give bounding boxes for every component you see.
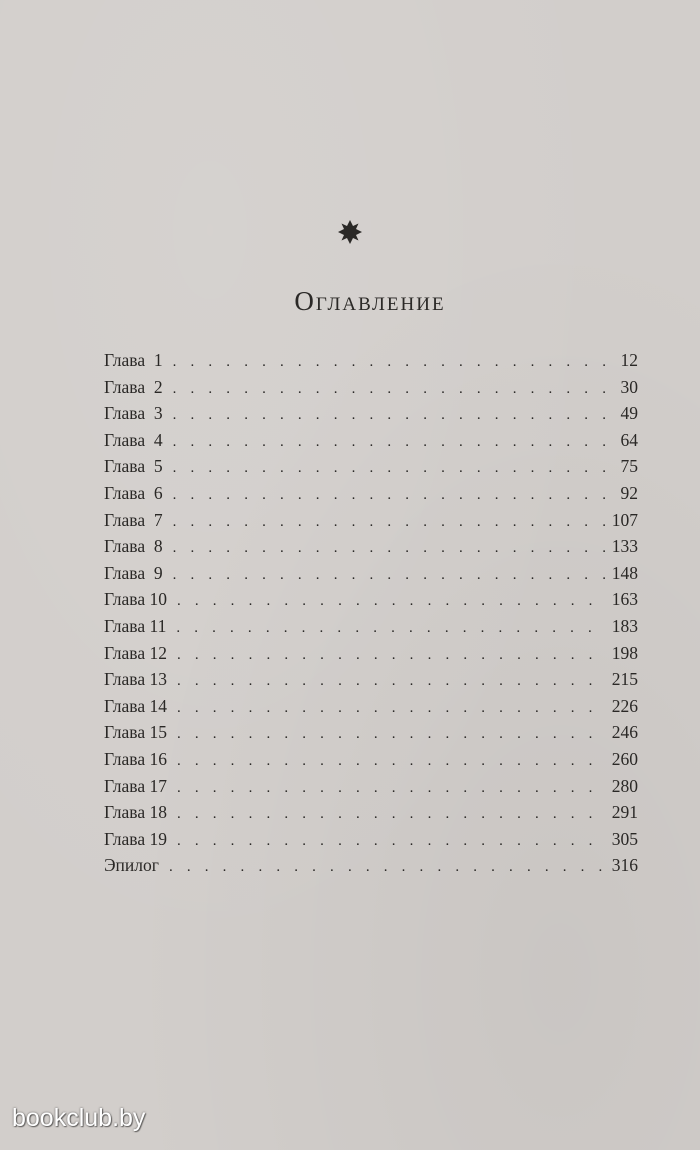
toc-entry-label: Глава 13 (104, 669, 167, 690)
toc-entry-page: 64 (620, 429, 638, 450)
toc-entry-page: 75 (620, 456, 638, 477)
toc-entry-page: 49 (620, 403, 638, 424)
toc-entry (104, 643, 638, 670)
toc-entry-page: 305 (611, 828, 638, 849)
toc-entry-label: Глава 3 (104, 403, 163, 424)
page-title: Оглавление (294, 286, 446, 316)
toc-entry-page: 183 (611, 615, 638, 636)
toc-entry-label: Эпилог (104, 855, 159, 876)
toc-entry-label: Глава 2 (104, 376, 163, 397)
eight-point-star-icon (0, 214, 700, 250)
toc-entry (104, 510, 638, 537)
dot-leader (173, 514, 606, 531)
toc-entry-page: 215 (611, 669, 638, 690)
dot-leader (177, 673, 606, 690)
dot-leader (177, 593, 606, 610)
toc-entry-label: Глава 15 (104, 722, 167, 743)
toc-entry (104, 855, 638, 882)
toc-entry-page: 92 (620, 482, 638, 503)
dot-leader (173, 540, 606, 557)
toc-entry (104, 350, 638, 377)
dot-leader (173, 354, 615, 371)
dot-leader (177, 700, 606, 717)
toc-entry (104, 377, 638, 404)
toc-entry-page: 280 (611, 775, 638, 796)
toc-entry-label: Глава 11 (104, 615, 167, 636)
toc-entry-page: 12 (620, 350, 638, 370)
toc-entry-page: 133 (611, 536, 638, 557)
toc-entry-page: 163 (611, 589, 638, 610)
dot-leader (173, 567, 606, 584)
toc-entry (104, 802, 638, 829)
toc-entry (104, 776, 638, 803)
dot-leader (173, 460, 615, 477)
toc-entry-label: Глава 1 (104, 350, 163, 370)
toc-entry-page: 260 (611, 748, 638, 769)
toc-entry-label: Глава 5 (104, 456, 163, 477)
toc-entry-label: Глава 18 (104, 802, 167, 823)
toc-entry-label: Глава 14 (104, 695, 167, 716)
toc-entry-label: Глава 7 (104, 509, 163, 530)
toc-entry-label: Глава 6 (104, 482, 163, 503)
toc-entry-label: Глава 10 (104, 589, 167, 610)
toc-entry-page: 291 (611, 802, 638, 823)
dot-leader (177, 647, 606, 664)
toc-entry-page: 107 (611, 509, 638, 530)
toc-entry (104, 669, 638, 696)
toc-entry (104, 403, 638, 430)
dot-leader (169, 859, 606, 876)
toc-entry (104, 483, 638, 510)
toc-entry-page: 30 (620, 376, 638, 397)
toc-entry (104, 722, 638, 749)
toc-entry-page: 226 (611, 695, 638, 716)
toc-entry (104, 589, 638, 616)
toc-entry (104, 749, 638, 776)
dot-leader (177, 833, 606, 850)
toc-entry-page: 198 (611, 642, 638, 663)
dot-leader (173, 381, 615, 398)
toc-entry (104, 696, 638, 723)
dot-leader (177, 806, 606, 823)
dot-leader (176, 620, 605, 637)
toc-entry (104, 456, 638, 483)
dot-leader (177, 753, 606, 770)
toc-entry-label: Глава 9 (104, 562, 163, 583)
toc-entry-label: Глава 16 (104, 748, 167, 769)
toc-entry (104, 563, 638, 590)
dot-leader (173, 487, 615, 504)
toc-entry-label: Глава 19 (104, 828, 167, 849)
toc-entry-page: 148 (611, 562, 638, 583)
toc-entry-label: Глава 4 (104, 429, 163, 450)
dot-leader (173, 434, 615, 451)
toc-entry-label: Глава 17 (104, 775, 167, 796)
toc-entry-label: Глава 8 (104, 536, 163, 557)
toc-entry (104, 430, 638, 457)
toc-entry (104, 616, 638, 643)
watermark: bookclub.by (12, 1104, 146, 1132)
dot-leader (173, 407, 615, 424)
table-of-contents (104, 350, 638, 882)
dot-leader (177, 726, 606, 743)
toc-entry-page: 246 (611, 722, 638, 743)
toc-entry-label: Глава 12 (104, 642, 167, 663)
dot-leader (177, 780, 606, 797)
toc-entry (104, 829, 638, 856)
toc-entry (104, 536, 638, 563)
toc-entry-page: 316 (611, 855, 638, 876)
